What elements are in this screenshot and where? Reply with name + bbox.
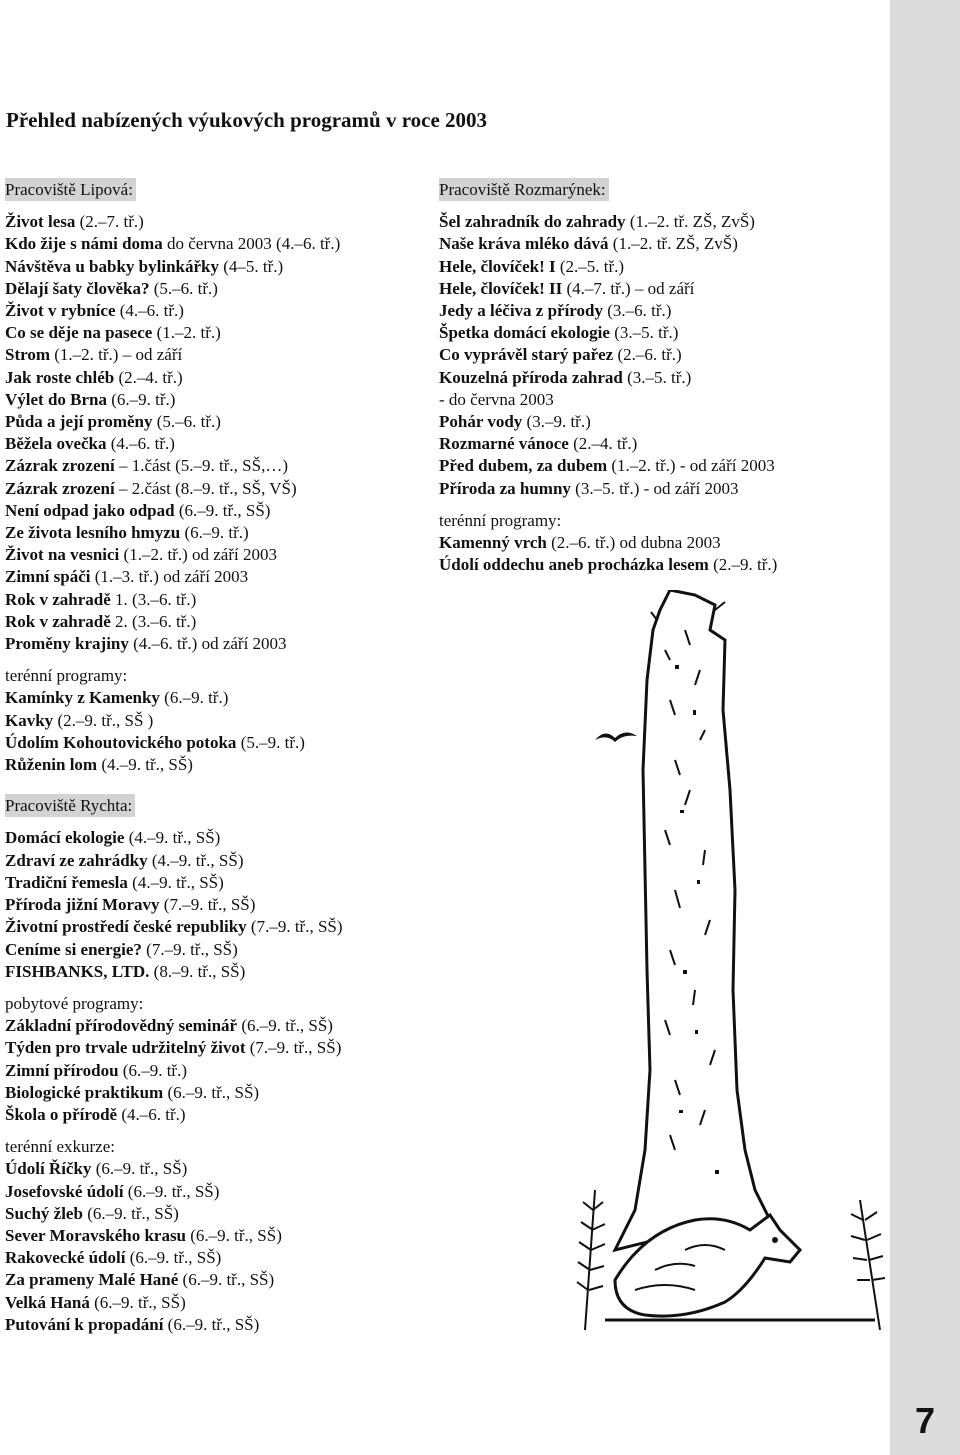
program-name: Výlet do Brna (5, 389, 107, 409)
program-name: Josefovské údolí (5, 1181, 124, 1201)
program-name: Za prameny Malé Hané (5, 1270, 179, 1290)
page-side-band (890, 0, 960, 1455)
program-detail: (6.–9. tř., SŠ) (178, 1270, 275, 1290)
program-name: Hele, človíček! I (439, 256, 556, 276)
tree-fox-illustration (575, 590, 890, 1330)
program-name: Proměny krajiny (5, 634, 129, 654)
program-detail: (1.–2. tř.) - od září 2003 (607, 456, 775, 476)
program-name: Dělají šaty člověka? (5, 278, 150, 298)
program-item (5, 300, 343, 322)
rychta-list (5, 827, 343, 982)
program-item (5, 872, 343, 894)
program-item (5, 522, 343, 544)
program-detail: (1.–3. tř.) od září 2003 (90, 567, 249, 587)
program-detail: (2.–7. tř.) (75, 212, 144, 232)
program-name: Rozmarné vánoce (439, 434, 569, 454)
program-item (5, 1203, 343, 1225)
program-detail: (1.–2. tř. ZŠ, ZvŠ) (608, 234, 738, 254)
program-name: Špetka domácí ekologie (439, 323, 610, 343)
program-detail: (7.–9. tř., SŠ) (159, 895, 256, 915)
program-detail: (3.–6. tř.) (603, 301, 672, 321)
program-name: Zázrak zrození (5, 478, 115, 498)
program-name: Údolí oddechu aneb procházka lesem (439, 555, 709, 575)
program-detail: (3.–9. tř.) (522, 412, 591, 432)
program-name: Život v rybníce (5, 301, 116, 321)
program-item (5, 1181, 343, 1203)
program-detail: (2.–6. tř.) od dubna 2003 (546, 533, 721, 553)
program-detail: (3.–5. tř.) - od září 2003 (570, 478, 739, 498)
program-name: Běžela ovečka (5, 434, 107, 454)
program-detail: (4.–9. tř., SŠ) (147, 850, 244, 870)
program-name: Naše kráva mléko dává (439, 234, 609, 254)
program-item (5, 322, 343, 344)
program-item (5, 389, 343, 411)
program-detail: (6.–9. tř., SŠ) (89, 1292, 186, 1312)
program-name: Sever Moravského krasu (5, 1225, 187, 1245)
program-item (5, 732, 343, 754)
program-item (5, 1037, 343, 1059)
program-detail: 1. (3.–6. tř.) (110, 589, 197, 609)
program-name: Kamenný vrch (439, 533, 547, 553)
program-item (5, 1314, 343, 1336)
program-item (439, 278, 777, 300)
program-name: Šel zahradník do zahrady (439, 212, 626, 232)
program-name: Co vyprávěl starý pařez (439, 345, 614, 365)
program-name: Domácí ekologie (5, 828, 125, 848)
program-detail: (6.–9. tř., SŠ) (163, 1082, 260, 1102)
program-name: Půda a její proměny (5, 412, 153, 432)
program-item (439, 478, 777, 500)
program-detail: do června 2003 (4.–6. tř.) (162, 234, 341, 254)
program-detail: (4–5. tř.) (218, 256, 284, 276)
program-name: Týden pro trvale udržitelný život (5, 1038, 246, 1058)
program-name: Růženin lom (5, 755, 98, 775)
program-detail: (7.–9. tř., SŠ) (245, 1038, 342, 1058)
lipova-list (5, 211, 343, 655)
program-detail: (6.–9. tř., SŠ) (91, 1159, 188, 1179)
program-name: Příroda za humny (439, 478, 571, 498)
program-item (5, 278, 343, 300)
program-name: Zimní přírodou (5, 1060, 119, 1080)
program-name: Život na vesnici (5, 545, 120, 565)
program-detail: (6.–9. tř., SŠ) (174, 500, 271, 520)
program-name: Kouzelná příroda zahrad (439, 367, 623, 387)
program-detail: (7.–9. tř., SŠ) (141, 939, 238, 959)
program-name: Velká Haná (5, 1292, 90, 1312)
program-name: Jak roste chléb (5, 367, 115, 387)
program-item (5, 1015, 343, 1037)
program-name: Zdraví ze zahrádky (5, 850, 148, 870)
program-detail: (8.–9. tř., SŠ) (149, 961, 246, 981)
program-name: FISHBANKS, LTD. (5, 961, 150, 981)
program-item (5, 455, 343, 477)
program-detail: – 1.část (5.–9. tř., SŠ,…) (114, 456, 288, 476)
program-item (5, 1104, 343, 1126)
program-detail: (6.–9. tř., SŠ) (125, 1248, 222, 1268)
program-item (5, 687, 343, 709)
program-item (5, 500, 343, 522)
program-name: Jedy a léčiva z přírody (439, 301, 603, 321)
program-item (5, 411, 343, 433)
page-number: 7 (914, 1400, 936, 1441)
program-item (5, 916, 343, 938)
program-item (439, 344, 777, 366)
program-name: Rok v zahradě (5, 611, 111, 631)
program-item (5, 710, 343, 732)
program-name: Před dubem, za dubem (439, 456, 608, 476)
program-item (5, 233, 343, 255)
program-detail: (4.–7. tř.) – od září (562, 278, 695, 298)
program-item (439, 389, 777, 411)
program-name: Suchý žleb (5, 1203, 83, 1223)
program-name: Návštěva u babky bylinkářky (5, 256, 219, 276)
program-item (5, 894, 343, 916)
program-detail: (6.–9. tř.) (180, 523, 249, 543)
rozmarynek-terenni-list (439, 532, 777, 576)
lipova-terenni-list (5, 687, 343, 776)
program-item (5, 939, 343, 961)
program-detail: - do června 2003 (439, 389, 554, 409)
program-name: Pohár vody (439, 412, 523, 432)
program-name: Kamínky z Kamenky (5, 688, 160, 708)
program-item (5, 1082, 343, 1104)
program-item (439, 532, 777, 554)
program-item (439, 211, 777, 233)
program-detail: (5.–9. tř.) (236, 732, 305, 752)
program-detail: (4.–9. tř., SŠ) (124, 828, 221, 848)
program-name: Kavky (5, 710, 54, 730)
program-detail: (2.–9. tř.) (708, 555, 778, 575)
program-item (439, 367, 777, 389)
program-item (5, 211, 343, 233)
program-name: Biologické praktikum (5, 1082, 164, 1102)
program-detail: (1.–2. tř. ZŠ, ZvŠ) (625, 212, 755, 232)
program-name: Kdo žije s námi doma (5, 234, 163, 254)
rychta-header: Pracoviště Rychta: (5, 794, 135, 817)
program-item (5, 850, 343, 872)
program-name: Údolím Kohoutovického potoka (5, 732, 237, 752)
program-item (5, 1292, 343, 1314)
lipova-terenni-label: terénní programy: (5, 666, 128, 686)
program-item (5, 611, 343, 633)
program-detail: (1.–2. tř.) od září 2003 (119, 545, 277, 565)
program-detail: (4.–6. tř.) (115, 301, 184, 321)
rychta-exkurze-label: terénní exkurze: (5, 1137, 115, 1157)
program-detail: (6.–9. tř., SŠ) (82, 1203, 179, 1223)
program-item (5, 1225, 343, 1247)
program-item (439, 300, 777, 322)
program-detail: – 2.část (8.–9. tř., SŠ, VŠ) (114, 478, 297, 498)
program-item (439, 411, 777, 433)
program-name: Zimní spáči (5, 567, 91, 587)
program-name: Ze života lesního hmyzu (5, 523, 181, 543)
program-detail: (1.–2. tř.) – od září (50, 345, 183, 365)
program-detail: (3.–5. tř.) (622, 367, 692, 387)
program-name: Základní přírodovědný seminář (5, 1016, 238, 1036)
program-name: Strom (5, 345, 51, 365)
program-item (5, 256, 343, 278)
rozmarynek-header: Pracoviště Rozmarýnek: (439, 178, 609, 201)
program-item (5, 433, 343, 455)
program-item (5, 478, 343, 500)
program-detail: (5.–6. tř.) (149, 278, 218, 298)
program-detail: (6.–9. tř.) (107, 389, 176, 409)
program-item (5, 566, 343, 588)
program-item (5, 754, 343, 776)
program-detail: (2.–4. tř.) (568, 434, 638, 454)
program-detail: (2.–5. tř.) (555, 256, 625, 276)
lipova-header: Pracoviště Lipová: (5, 178, 136, 201)
program-item (5, 544, 343, 566)
program-detail: 2. (3.–6. tř.) (110, 611, 197, 631)
program-detail: (2.–6. tř.) (613, 345, 682, 365)
program-detail: (4.–9. tř., SŠ) (127, 872, 224, 892)
program-detail: (1.–2. tř.) (152, 323, 221, 343)
program-name: Příroda jižní Moravy (5, 895, 160, 915)
program-name: Tradiční řemesla (5, 872, 128, 892)
program-name: Ceníme si energie? (5, 939, 142, 959)
rozmarynek-list (439, 211, 777, 500)
program-name: Hele, človíček! II (439, 278, 563, 298)
program-detail: (4.–6. tř.) (106, 434, 175, 454)
program-detail: (4.–9. tř., SŠ) (97, 755, 193, 775)
program-item (5, 1060, 343, 1082)
rychta-pobytove-label: pobytové programy: (5, 993, 144, 1013)
program-detail: (6.–9. tř., SŠ) (186, 1225, 282, 1245)
program-item (439, 554, 777, 576)
rozmarynek-terenni-label: terénní programy: (439, 510, 562, 530)
bird-icon (595, 732, 637, 742)
program-item (439, 433, 777, 455)
rychta-exkurze-list (5, 1158, 343, 1336)
program-item (439, 256, 777, 278)
program-name: Rok v zahradě (5, 589, 111, 609)
tree-icon (615, 590, 775, 1250)
program-item (5, 961, 343, 983)
program-name: Není odpad jako odpad (5, 500, 175, 520)
program-detail: (7.–9. tř., SŠ) (246, 917, 343, 937)
program-name: Životní prostředí české republiky (5, 917, 247, 937)
program-item (439, 455, 777, 477)
program-detail: (2.–4. tř.) (114, 367, 183, 387)
page-title: Přehled nabízených výukových programů v roce 2003 (6, 108, 488, 132)
program-detail: (3.–5. tř.) (609, 323, 679, 343)
program-detail: (6.–9. tř., SŠ) (237, 1016, 333, 1036)
program-detail: (4.–6. tř.) (117, 1104, 186, 1124)
program-detail: (6.–9. tř., SŠ) (163, 1314, 260, 1334)
program-detail: (6.–9. tř.) (159, 688, 229, 708)
program-item (5, 827, 343, 849)
program-detail: (2.–9. tř., SŠ ) (53, 710, 154, 730)
program-item (5, 367, 343, 389)
program-name: Život lesa (5, 212, 76, 232)
program-name: Zázrak zrození (5, 456, 115, 476)
program-item (5, 344, 343, 366)
program-item (5, 589, 343, 611)
program-detail: (6.–9. tř.) (118, 1060, 187, 1080)
program-name: Putování k propadání (5, 1314, 164, 1334)
program-name: Škola o přírodě (5, 1104, 118, 1124)
left-column (5, 178, 343, 1336)
program-item (5, 1247, 343, 1269)
right-column (439, 178, 777, 576)
program-name: Co se děje na pasece (5, 323, 153, 343)
program-item (5, 1269, 343, 1291)
program-item (5, 633, 343, 655)
program-detail: (5.–6. tř.) (152, 412, 221, 432)
program-name: Údolí Říčky (5, 1159, 92, 1179)
program-item (439, 233, 777, 255)
program-item (5, 1158, 343, 1180)
rychta-pobytove-list (5, 1015, 343, 1126)
program-detail: (6.–9. tř., SŠ) (123, 1181, 220, 1201)
program-detail: (4.–6. tř.) od září 2003 (128, 634, 287, 654)
program-item (439, 322, 777, 344)
program-name: Rakovecké údolí (5, 1248, 126, 1268)
